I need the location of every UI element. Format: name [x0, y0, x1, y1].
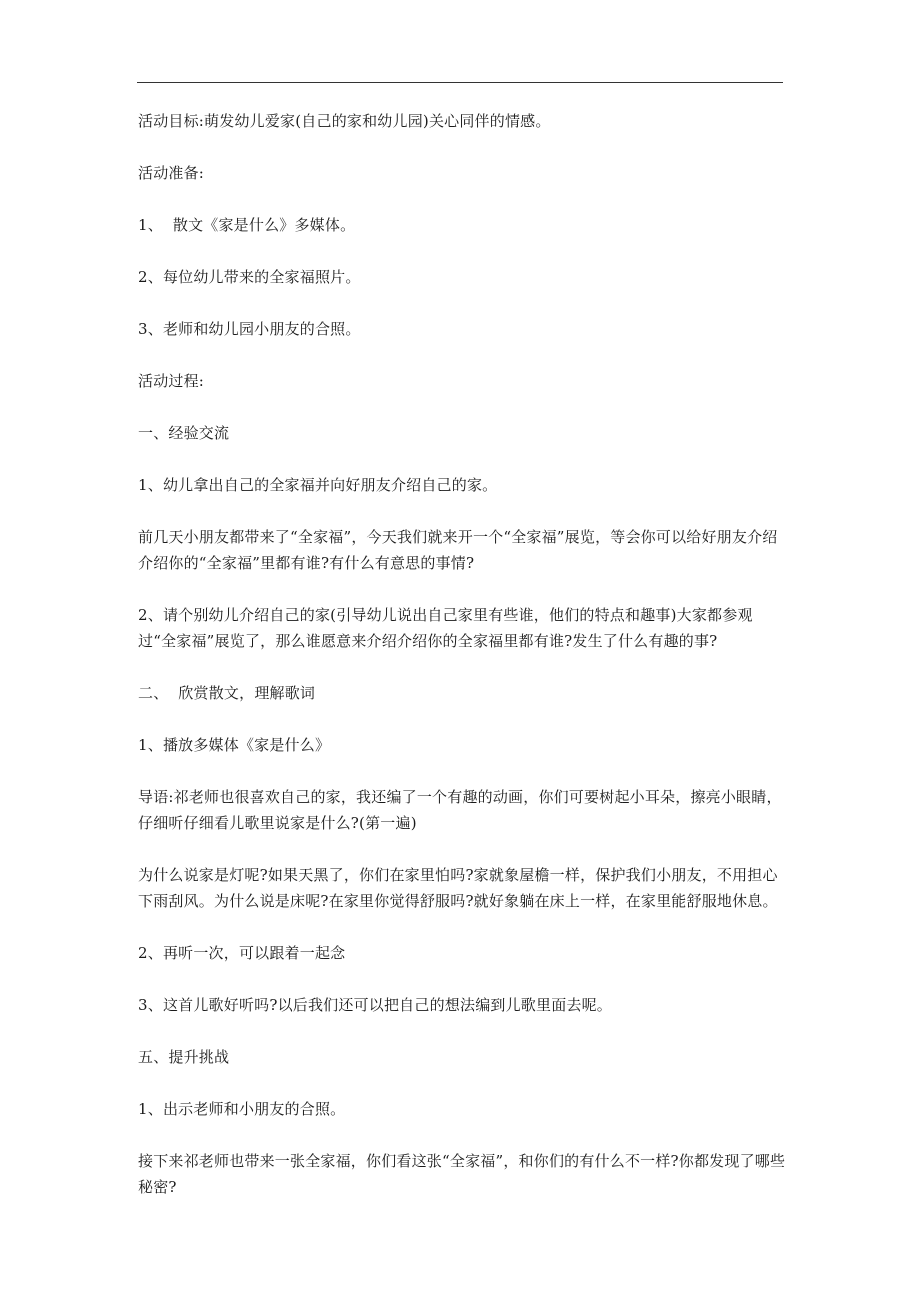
section-2-heading: 二、 欣赏散文，理解歌词 — [138, 684, 316, 702]
prep-item-1: 1、 散文《家是什么》多媒体。 — [138, 216, 356, 234]
section-2-step-2: 2、再听一次，可以跟着一起念 — [138, 944, 346, 962]
section-1-step-1: 1、幼儿拿出自己的全家福并向好朋友介绍自己的家。 — [138, 476, 498, 494]
activity-goal: 活动目标:萌发幼儿爱家(自己的家和幼儿园)关心同伴的情感。 — [138, 112, 551, 130]
section-1-heading: 一、经验交流 — [138, 424, 230, 442]
header-rule — [137, 82, 783, 83]
section-5-detail: 接下来祁老师也带来一张全家福，你们看这张“全家福”，和你们的有什么不一样?你都发现了哪些秘密? — [138, 1152, 786, 1196]
section-1-step-1-detail: 前几天小朋友都带来了“全家福”，今天我们就来开一个“全家福”展览，等会你可以给好朋友介绍介绍你的“全家福”里都有谁?有什么有意思的事情? — [138, 528, 778, 572]
section-5-heading: 五、提升挑战 — [138, 1048, 230, 1066]
prep-item-2: 2、每位幼儿带来的全家福照片。 — [138, 268, 361, 286]
section-5-step-1: 1、出示老师和小朋友的合照。 — [138, 1100, 346, 1118]
section-2-intro: 导语:祁老师也很喜欢自己的家，我还编了一个有趣的动画，你们可要树起小耳朵，擦亮小眼睛，仔细听仔细看儿歌里说家是什么?(第一遍) — [138, 788, 782, 832]
prep-item-3: 3、老师和幼儿园小朋友的合照。 — [138, 320, 361, 338]
activity-prep-heading: 活动准备: — [138, 164, 205, 182]
document-body — [138, 108, 786, 1200]
activity-process-heading: 活动过程: — [138, 372, 205, 390]
section-2-step-3: 3、这首儿歌好听吗?以后我们还可以把自己的想法编到儿歌里面去呢。 — [138, 996, 612, 1014]
section-2-discussion: 为什么说家是灯呢?如果天黑了，你们在家里怕吗?家就象屋檐一样，保护我们小朋友，不用担心下雨刮风。为什么说是床呢?在家里你觉得舒服吗?就好象躺在床上一样，在家里能舒服地休息。 — [138, 866, 778, 910]
section-2-step-1: 1、播放多媒体《家是什么》 — [138, 736, 331, 754]
section-1-step-2: 2、请个别幼儿介绍自己的家(引导幼儿说出自己家里有些谁，他们的特点和趣事)大家都参观过“全家福”展览了，那么谁愿意来介绍介绍你的全家福里都有谁?发生了什么有趣的事? — [138, 606, 753, 650]
